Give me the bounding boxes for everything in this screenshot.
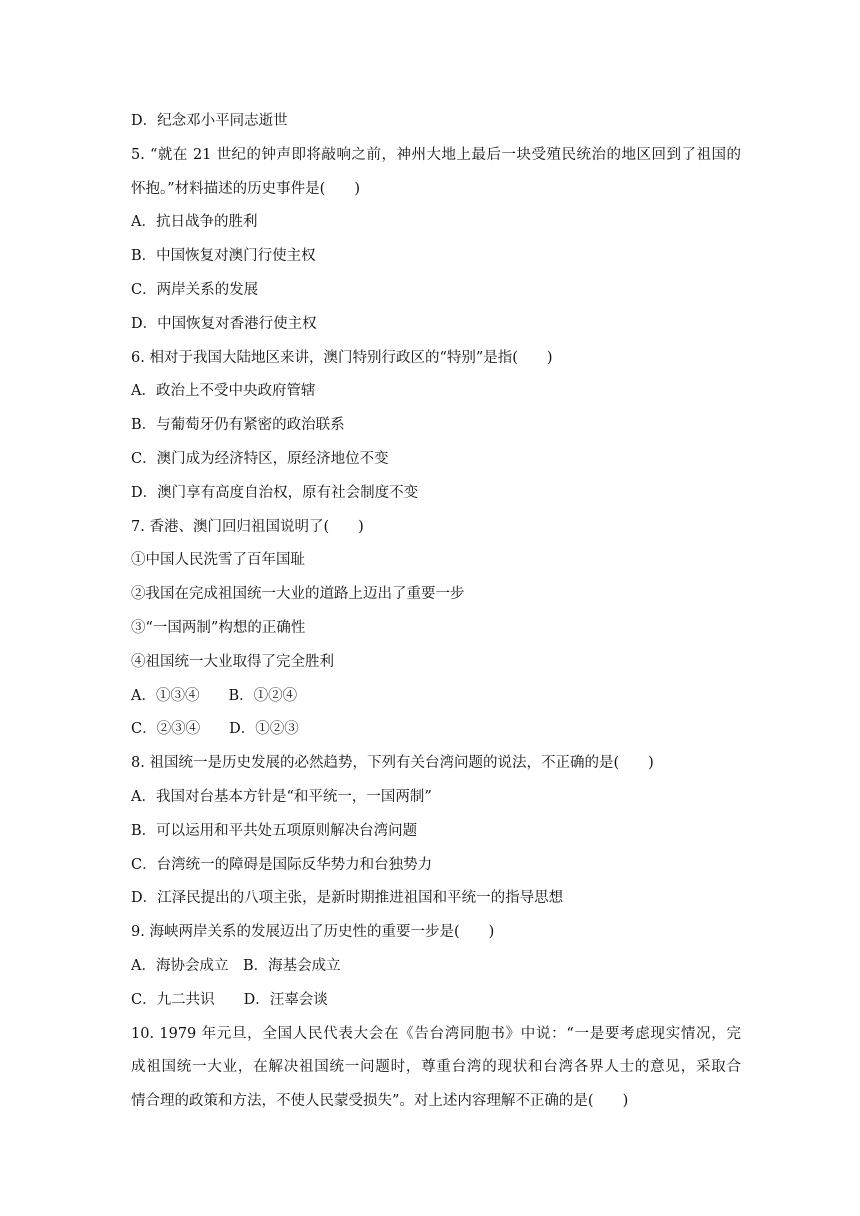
q5-option-b: B．中国恢复对澳门行使主权 [131, 248, 316, 265]
q5-stem-line-2: 怀抱。”材料描述的历史事件是( ) [131, 180, 360, 197]
q7-statement-4: ④祖国统一大业取得了完全胜利 [131, 653, 334, 670]
q10-stem-line-3: 情合理的政策和方法，不使人民蒙受损失”。对上述内容理解不正确的是( ) [131, 1093, 629, 1110]
q7-statement-1: ①中国人民洗雪了百年国耻 [131, 552, 305, 569]
q7-stem: 7. 香港、澳门回归祖国说明了( ) [131, 518, 364, 535]
q7-options-ab: A．①③④ B．①②④ [131, 687, 298, 704]
q5-stem-line-1: 5. “就在 21 世纪的钟声即将敲响之前，神州大地上最后一块受殖民统治的地区回到了祖国的 [131, 146, 741, 163]
q5-option-c: C．两岸关系的发展 [131, 281, 259, 298]
q7-statement-3: ③“一国两制”构想的正确性 [131, 619, 306, 636]
q6-option-c: C．澳门成为经济特区，原经济地位不变 [131, 450, 389, 467]
q6-option-b: B．与葡萄牙仍有紧密的政治联系 [131, 417, 345, 434]
q8-option-d: D．江泽民提出的八项主张，是新时期推进祖国和平统一的指导思想 [131, 890, 564, 907]
q6-option-d: D．澳门享有高度自治权，原有社会制度不变 [131, 484, 419, 501]
q8-option-c: C．台湾统一的障碍是国际反华势力和台独势力 [131, 856, 433, 873]
q5-option-d: D．中国恢复对香港行使主权 [131, 315, 317, 332]
q9-stem: 9. 海峡两岸关系的发展迈出了历史性的重要一步是( ) [131, 924, 495, 941]
q8-option-a: A．我国对台基本方针是“和平统一，一国两制” [131, 788, 432, 805]
q6-option-a: A．政治上不受中央政府管辖 [131, 383, 316, 400]
q9-options-ab: A．海协会成立 B．海基会成立 [131, 957, 341, 974]
q9-options-cd: C．九二共识 D．汪辜会谈 [131, 991, 328, 1008]
q10-stem-line-1: 10. 1979 年元旦，全国人民代表大会在《告台湾同胞书》中说：“一是要考虑现实情况，完 [131, 1025, 741, 1042]
q8-option-b: B．可以运用和平共处五项原则解决台湾问题 [131, 822, 418, 839]
q6-stem: 6. 相对于我国大陆地区来讲，澳门特别行政区的“特别”是指( ) [131, 349, 553, 366]
q10-stem-line-2: 成祖国统一大业，在解决祖国统一问题时，尊重台湾的现状和台湾各界人士的意见，采取合 [131, 1059, 741, 1076]
q7-options-cd: C．②③④ D．①②③ [131, 721, 299, 738]
q5-option-a: A．抗日战争的胜利 [131, 214, 258, 231]
q8-stem: 8. 祖国统一是历史发展的必然趋势，下列有关台湾问题的说法，不正确的是( ) [131, 755, 654, 772]
question-list [131, 109, 741, 1123]
q4-option-d: D．纪念邓小平同志逝世 [131, 113, 288, 129]
q7-statement-2: ②我国在完成祖国统一大业的道路上迈出了重要一步 [131, 586, 465, 603]
